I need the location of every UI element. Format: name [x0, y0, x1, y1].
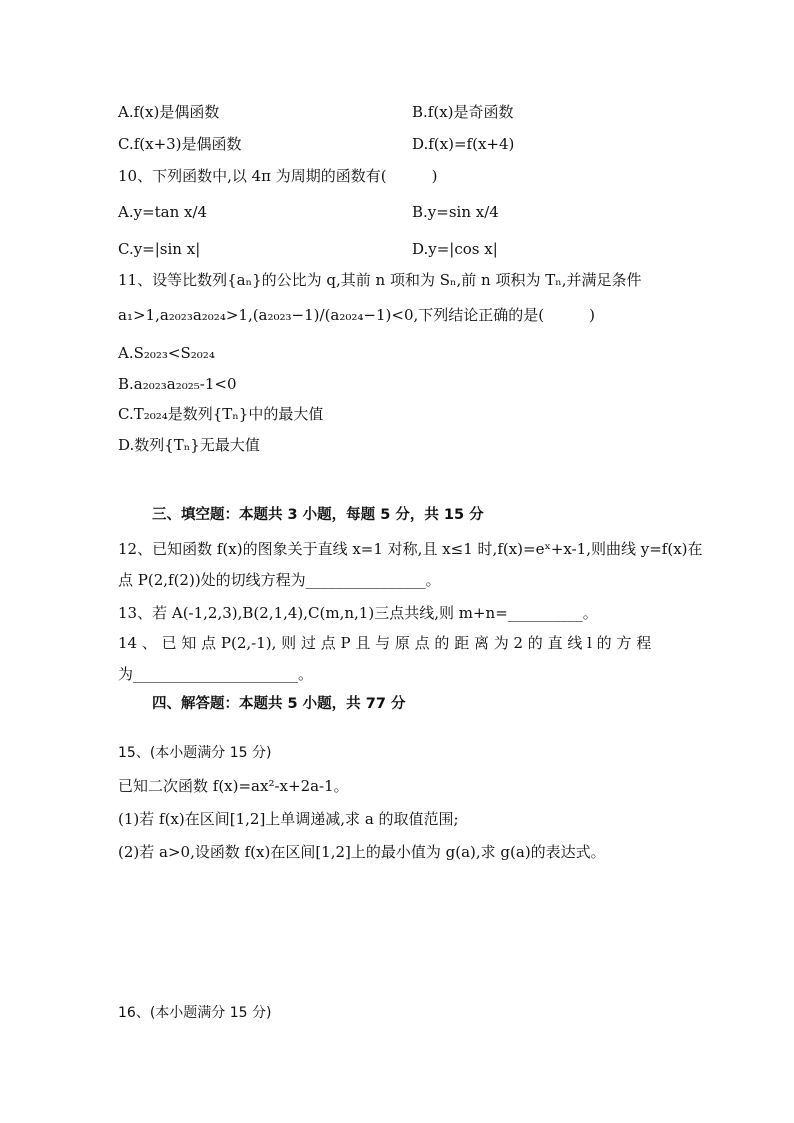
q12-stem-line2: 点 P(2,f(2))处的切线方程为________________。 — [118, 571, 441, 589]
q11-stem-line1: 11、设等比数列{aₙ}的公比为 q,其前 n 项和为 Sₙ,前 n 项积为 Tₙ,并满足条件 — [118, 271, 642, 289]
q11-option-d: D.数列{Tₙ}无最大值 — [118, 436, 260, 454]
q9-option-d: D.f(x)=f(x+4) — [412, 135, 515, 153]
section-heading-fill-in: 三、填空题：本题共 3 小题，每题 5 分，共 15 分 — [152, 507, 484, 523]
q11-stem-line2: a₁>1,a₂₀₂₃a₂₀₂₄>1,(a₂₀₂₃−1)/(a₂₀₂₄−1)<0,下列结论正确的是( ) — [118, 306, 595, 324]
q15-part-1: (1)若 f(x)在区间[1,2]上单调递减,求 a 的取值范围; — [118, 810, 459, 828]
q15-stem: 已知二次函数 f(x)=ax²-x+2a-1。 — [118, 777, 349, 795]
q9-option-b: B.f(x)是奇函数 — [412, 103, 514, 121]
q10-option-d: D.y=|cos x| — [412, 240, 498, 258]
q12-stem-line1: 12、已知函数 f(x)的图象关于直线 x=1 对称,且 x≤1 时,f(x)=eˣ+x-1,则曲线 y=f(x)在 — [118, 540, 703, 558]
section-heading-answer: 四、解答题：本题共 5 小题，共 77 分 — [152, 696, 406, 712]
q13-stem: 13、若 A(-1,2,3),B(2,1,4),C(m,n,1)三点共线,则 m+n=__________。 — [118, 604, 598, 622]
q14-stem-line2: 为______________________。 — [118, 665, 314, 683]
q11-option-a: A.S₂₀₂₃<S₂₀₂₄ — [118, 344, 215, 362]
q9-option-c: C.f(x+3)是偶函数 — [118, 135, 242, 153]
q16-title: 16、(本小题满分 15 分) — [118, 1005, 272, 1021]
q9-option-a: A.f(x)是偶函数 — [118, 103, 220, 121]
q15-title: 15、(本小题满分 15 分) — [118, 745, 272, 761]
q15-part-2: (2)若 a>0,设函数 f(x)在区间[1,2]上的最小值为 g(a),求 g(a)的表达式。 — [118, 843, 606, 861]
q11-option-c: C.T₂₀₂₄是数列{Tₙ}中的最大值 — [118, 405, 324, 423]
q10-option-a: A.y=tan x/4 — [118, 203, 208, 221]
q10-stem: 10、下列函数中,以 4π 为周期的函数有( ) — [118, 167, 438, 185]
q11-option-b: B.a₂₀₂₃a₂₀₂₅-1<0 — [118, 375, 237, 393]
q10-option-c: C.y=|sin x| — [118, 240, 201, 258]
q14-stem-line1: 14 、 已 知 点 P(2,-1), 则 过 点 P 且 与 原 点 的 距 离 为 2 的 直 线 l 的 方 程 — [118, 634, 652, 652]
q10-option-b: B.y=sin x/4 — [412, 203, 499, 221]
